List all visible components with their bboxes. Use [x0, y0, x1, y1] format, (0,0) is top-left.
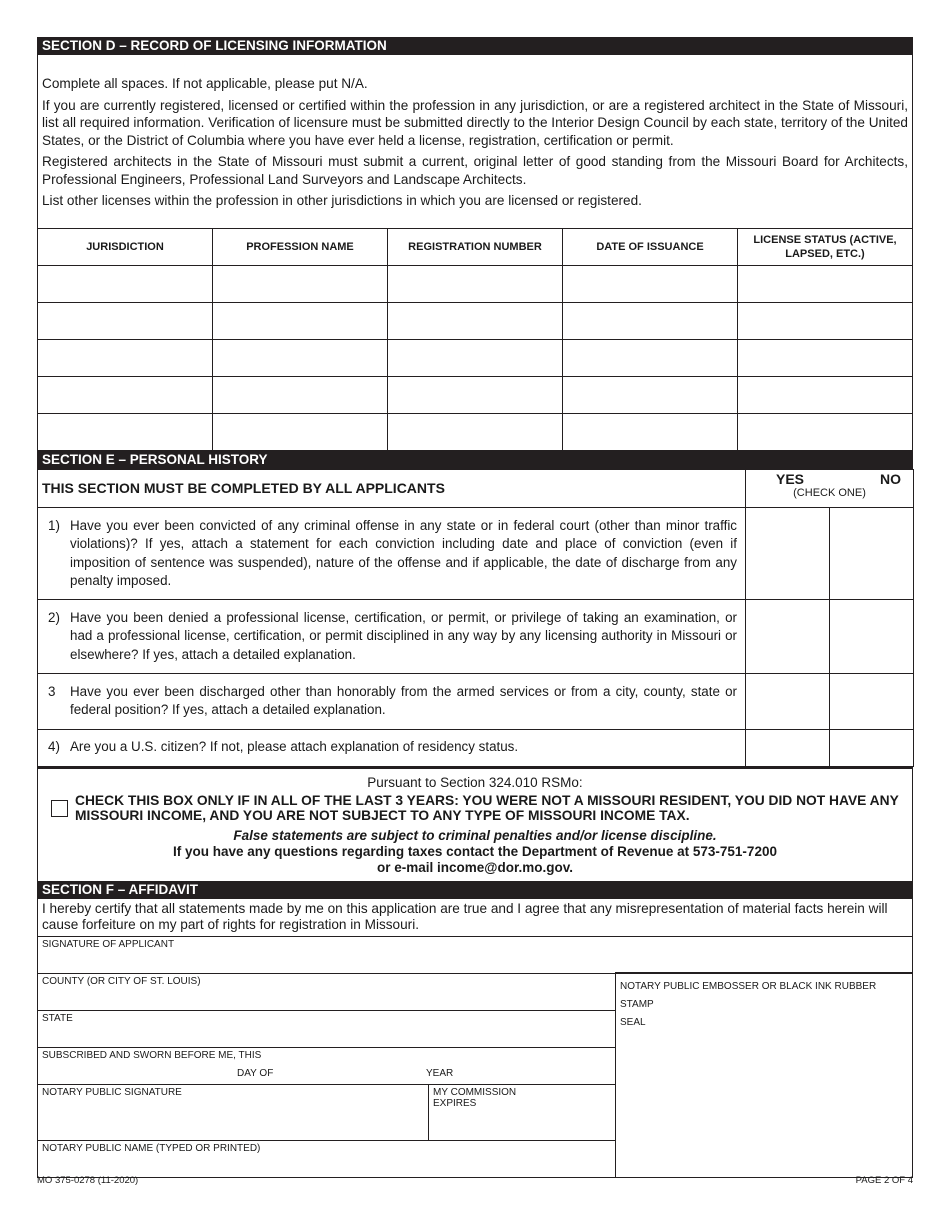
table-cell[interactable]	[213, 339, 388, 376]
pursuant-line: Pursuant to Section 324.010 RSMo:	[367, 774, 583, 790]
commission-label: MY COMMISSION EXPIRES	[433, 1086, 517, 1109]
notary-name-field[interactable]	[38, 1141, 615, 1178]
check-one-label: (CHECK ONE)	[793, 486, 866, 499]
table-cell[interactable]	[738, 376, 913, 413]
instruction-1: Complete all spaces. If not applicable, please put N/A.	[42, 76, 368, 91]
question-1-no-box[interactable]	[830, 507, 914, 599]
section-d-header: SECTION D – RECORD OF LICENSING INFORMATION	[37, 37, 913, 55]
table-cell[interactable]	[213, 302, 388, 339]
commission-expires-field[interactable]	[429, 1085, 615, 1140]
col-profession-name: PROFESSION NAME	[213, 228, 388, 265]
question-1-yes-box[interactable]	[746, 507, 830, 599]
question-text: Have you ever been convicted of any criminal offense in any state or in federal court (other than minor traffic violations)? If yes, attach a statement for each conviction including date and place of conviction (even if imposition of sentence was suspended), nature of the offense and if applicable, the date of discharge from any penalty imposed.	[70, 517, 737, 588]
table-cell[interactable]	[38, 413, 213, 450]
table-row	[38, 302, 913, 339]
table-cell[interactable]	[38, 302, 213, 339]
year-label: YEAR	[426, 1067, 454, 1079]
table-cell[interactable]	[213, 376, 388, 413]
question-4-yes-box[interactable]	[746, 729, 830, 766]
question-3-yes-box[interactable]	[746, 673, 830, 729]
table-cell[interactable]	[563, 413, 738, 450]
question-2	[38, 599, 746, 673]
table-cell[interactable]	[563, 265, 738, 302]
yes-label: YES	[776, 470, 805, 487]
day-of-label: DAY OF	[237, 1067, 274, 1079]
table-row	[38, 376, 913, 413]
table-cell[interactable]	[738, 302, 913, 339]
table-cell[interactable]	[388, 339, 563, 376]
notary-seal-area	[615, 972, 913, 1178]
instruction-2: If you are currently registered, licensed or certified within the profession in any jurisdiction, or are a registered architect in the State of Missouri, list all required information. Verification of licensure must be submitted directly to the Interior Design Council by each state, territory of the United States, or the District of Columbia where you have ever held a license, registration, certification or permit.	[42, 97, 908, 148]
question-4	[38, 729, 746, 766]
notary-signature-row	[38, 1085, 615, 1141]
col-date-of-issuance: DATE OF ISSUANCE	[563, 228, 738, 265]
table-cell[interactable]	[388, 302, 563, 339]
question-3-no-box[interactable]	[830, 673, 914, 729]
form-page	[37, 37, 913, 1178]
page-number: PAGE 2 OF 4	[855, 1175, 913, 1186]
instruction-4: List other licenses within the profession in other jurisdictions in which you are licensed or registered.	[42, 193, 642, 208]
section-f-header: SECTION F – AFFIDAVIT	[37, 881, 913, 899]
personal-history-table	[37, 469, 914, 767]
form-id: MO 375-0278 (11-2020)	[37, 1175, 139, 1186]
col-license-status: LICENSE STATUS (ACTIVE, LAPSED, ETC.)	[738, 228, 913, 265]
table-cell[interactable]	[38, 265, 213, 302]
tax-statement	[37, 767, 913, 881]
table-row	[38, 265, 913, 302]
notary-fields	[37, 974, 615, 1178]
table-cell[interactable]	[738, 413, 913, 450]
notary-signature-label: NOTARY PUBLIC SIGNATURE	[42, 1086, 182, 1098]
table-cell[interactable]	[213, 265, 388, 302]
signature-label: SIGNATURE OF APPLICANT	[42, 938, 175, 950]
embosser-label: NOTARY PUBLIC EMBOSSER OR BLACK INK RUBBER STAMP	[620, 980, 877, 1010]
table-cell[interactable]	[563, 339, 738, 376]
section-d-instructions	[37, 55, 913, 228]
no-label: NO	[880, 470, 902, 487]
question-number: 1)	[48, 517, 60, 533]
subscribed-field[interactable]	[38, 1048, 615, 1085]
question-2-yes-box[interactable]	[746, 599, 830, 673]
col-registration-number: REGISTRATION NUMBER	[388, 228, 563, 265]
table-cell[interactable]	[388, 376, 563, 413]
instruction-3: Registered architects in the State of Missouri must submit a current, original letter of good standing from the Missouri Board for Architects, Professional Engineers, Professional Land Surveyors and Landscape Architects.	[42, 154, 908, 187]
tax-questions-line: If you have any questions regarding taxes contact the Department of Revenue at 573-751-7200	[173, 843, 777, 859]
notary-name-label: NOTARY PUBLIC NAME (TYPED OR PRINTED)	[42, 1142, 261, 1154]
table-cell[interactable]	[213, 413, 388, 450]
tax-email-line: or e-mail income@dor.mo.gov.	[377, 859, 573, 875]
notary-signature-field[interactable]	[38, 1085, 429, 1140]
question-number: 2)	[48, 609, 60, 625]
table-cell[interactable]	[738, 339, 913, 376]
table-row	[38, 339, 913, 376]
false-statements-warning: False statements are subject to criminal penalties and/or license discipline.	[233, 827, 717, 843]
checkbox-text: CHECK THIS BOX ONLY IF IN ALL OF THE LAST 3 YEARS: YOU WERE NOT A MISSOURI RESIDENT, YOU DID NOT HAVE ANY MISSOURI INCOME, AND YOU ARE NOT SUBJECT TO ANY TYPE OF MISSOURI INCOME TAX.	[75, 792, 899, 823]
question-2-no-box[interactable]	[830, 599, 914, 673]
yes-no-header	[746, 469, 914, 507]
question-text: Have you ever been discharged other than honorably from the armed services or from a city, county, state or federal position? If yes, attach a detailed explanation.	[70, 683, 737, 717]
signature-field[interactable]	[37, 936, 913, 973]
table-cell[interactable]	[563, 376, 738, 413]
table-cell[interactable]	[38, 339, 213, 376]
license-table	[37, 228, 913, 451]
page-footer	[37, 1175, 913, 1186]
section-e-subtitle: THIS SECTION MUST BE COMPLETED BY ALL APPLICANTS	[38, 469, 746, 507]
question-text: Have you been denied a professional license, certification, or permit, or privilege of taking an examination, or had a professional license, certification, or permit disciplined in any way by any licensing authority in Missouri or elsewhere? If yes, attach a detailed explanation.	[70, 609, 737, 662]
table-cell[interactable]	[738, 265, 913, 302]
section-e-header: SECTION E – PERSONAL HISTORY	[37, 451, 913, 469]
subscribed-label: SUBSCRIBED AND SWORN BEFORE ME, THIS	[42, 1049, 262, 1061]
seal-label: SEAL	[620, 1016, 646, 1028]
question-number: 4)	[48, 738, 60, 754]
county-field[interactable]	[38, 974, 615, 1011]
affidavit-text: I hereby certify that all statements made by me on this application are true and I agree that any misrepresentation of material facts herein will cause forfeiture on my part of rights for registration in Missouri.	[37, 899, 913, 936]
table-row	[38, 413, 913, 450]
notary-block	[37, 973, 913, 1178]
table-cell[interactable]	[388, 265, 563, 302]
col-jurisdiction: JURISDICTION	[38, 228, 213, 265]
question-text: Are you a U.S. citizen? If not, please attach explanation of residency status.	[70, 738, 519, 754]
county-label: COUNTY (OR CITY OF ST. LOUIS)	[42, 975, 201, 987]
question-3	[38, 673, 746, 729]
table-cell[interactable]	[563, 302, 738, 339]
question-1	[38, 507, 746, 599]
state-field[interactable]	[38, 1011, 615, 1048]
table-cell[interactable]	[388, 413, 563, 450]
table-cell[interactable]	[38, 376, 213, 413]
question-number: 3	[48, 683, 56, 699]
tax-exempt-checkbox[interactable]	[51, 800, 68, 817]
question-4-no-box[interactable]	[830, 729, 914, 766]
state-label: STATE	[42, 1012, 73, 1024]
